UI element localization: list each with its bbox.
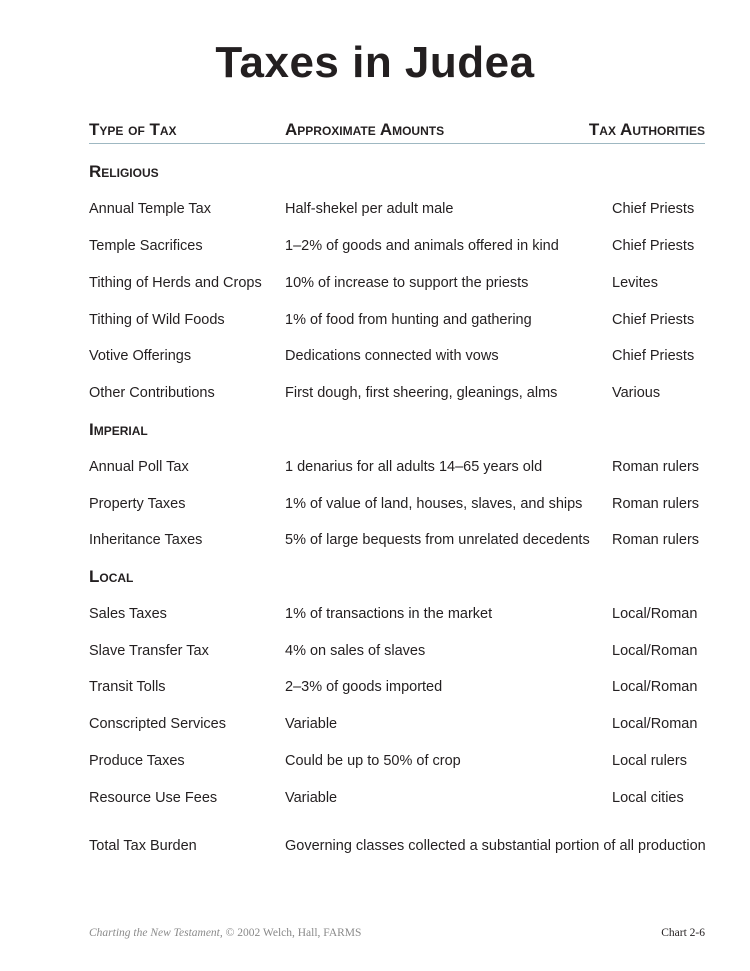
section-heading-imperial: Imperial — [89, 420, 148, 439]
tax-amount: 10% of increase to support the priests — [285, 275, 529, 291]
table-row — [89, 238, 729, 258]
tax-amount: Dedications connected with vows — [285, 348, 499, 364]
footer-source-title: Charting the New Testament, — [89, 927, 223, 939]
footer-source — [89, 927, 361, 939]
tax-type: Transit Tolls — [89, 679, 166, 695]
footer-source-credit: © 2002 Welch, Hall, FARMS — [222, 927, 362, 939]
column-header-authorities: Tax Authorities — [588, 120, 705, 139]
tax-authority: Local cities — [612, 790, 684, 806]
tax-type: Tithing of Wild Foods — [89, 312, 225, 328]
table-row — [89, 201, 729, 221]
tax-authority: Various — [612, 385, 661, 401]
table-row — [89, 459, 729, 479]
table-row — [89, 753, 729, 773]
total-description: Governing classes collected a substantial portion of all production — [285, 838, 706, 854]
tax-authority: Chief Priests — [612, 238, 695, 254]
tax-type: Annual Temple Tax — [89, 201, 211, 217]
tax-amount: 4% on sales of slaves — [285, 643, 426, 659]
tax-authority: Local/Roman — [612, 643, 698, 659]
table-row — [89, 606, 729, 626]
section-heading-local: Local — [89, 567, 134, 586]
tax-authority: Roman rulers — [612, 496, 700, 512]
tax-authority: Levites — [612, 275, 658, 291]
tax-amount: 1% of value of land, houses, slaves, and ships — [285, 496, 583, 512]
page-title: Taxes in Judea — [215, 38, 535, 87]
column-header-amounts: Approximate Amounts — [285, 120, 445, 139]
tax-type: Slave Transfer Tax — [89, 643, 209, 659]
section-heading-religious: Religious — [89, 162, 159, 181]
table-row — [89, 679, 729, 699]
tax-amount: 1% of transactions in the market — [285, 606, 493, 622]
tax-authority: Roman rulers — [612, 532, 700, 548]
footer-chart-label: Chart 2-6 — [661, 927, 705, 939]
table-row — [89, 716, 729, 736]
table-row — [89, 643, 729, 663]
tax-type: Produce Taxes — [89, 753, 185, 769]
tax-authority: Local/Roman — [612, 679, 698, 695]
tax-amount: Variable — [285, 790, 338, 806]
tax-type: Annual Poll Tax — [89, 459, 189, 475]
tax-amount: 1% of food from hunting and gathering — [285, 312, 532, 328]
tax-type: Tithing of Herds and Crops — [89, 275, 262, 291]
tax-authority: Chief Priests — [612, 312, 695, 328]
table-row — [89, 312, 729, 332]
table-row — [89, 496, 729, 516]
table-row — [89, 348, 729, 368]
tax-authority: Roman rulers — [612, 459, 700, 475]
table-row — [89, 532, 729, 552]
tax-amount: Could be up to 50% of crop — [285, 753, 461, 769]
tax-type: Property Taxes — [89, 496, 186, 512]
tax-type: Sales Taxes — [89, 606, 167, 622]
tax-amount: 1–2% of goods and animals offered in kind — [285, 238, 559, 254]
tax-type: Resource Use Fees — [89, 790, 218, 806]
tax-type: Inheritance Taxes — [89, 532, 203, 548]
tax-authority: Local/Roman — [612, 606, 698, 622]
tax-type: Conscripted Services — [89, 716, 226, 732]
tax-amount: 1 denarius for all adults 14–65 years old — [285, 459, 543, 475]
header-divider — [89, 143, 705, 144]
tax-type: Other Contributions — [89, 385, 215, 401]
tax-authority: Chief Priests — [612, 348, 695, 364]
tax-amount: 2–3% of goods imported — [285, 679, 443, 695]
tax-authority: Local/Roman — [612, 716, 698, 732]
column-header-type: Type of Tax — [89, 120, 177, 139]
tax-authority: Local rulers — [612, 753, 687, 769]
tax-type: Temple Sacrifices — [89, 238, 203, 254]
tax-authority: Chief Priests — [612, 201, 695, 217]
table-header — [89, 120, 705, 144]
tax-amount: Half-shekel per adult male — [285, 201, 454, 217]
tax-type: Votive Offerings — [89, 348, 192, 364]
table-row — [89, 790, 729, 810]
total-row — [89, 838, 729, 858]
tax-amount: Variable — [285, 716, 338, 732]
tax-amount: 5% of large bequests from unrelated decedents — [285, 532, 590, 548]
table-row — [89, 275, 729, 295]
tax-amount: First dough, first sheering, gleanings, alms — [285, 385, 558, 401]
total-label: Total Tax Burden — [89, 838, 197, 854]
table-row — [89, 385, 729, 405]
